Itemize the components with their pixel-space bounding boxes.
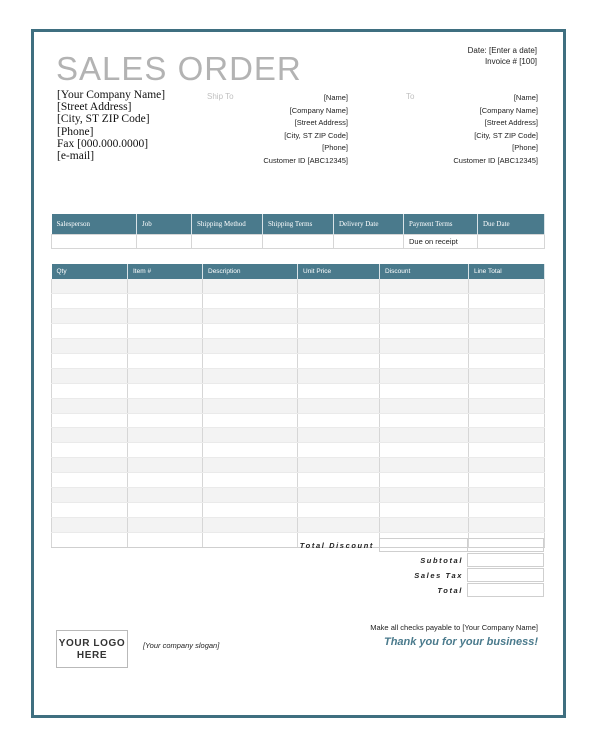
col-shipping-terms: Shipping Terms [263, 214, 334, 234]
table-row [52, 413, 545, 428]
table-cell[interactable] [298, 368, 380, 383]
table-cell[interactable] [128, 324, 203, 339]
col-qty: Qty [52, 264, 128, 279]
date-field[interactable]: Date: [Enter a date] [467, 46, 537, 55]
table-cell[interactable] [298, 487, 380, 502]
line-items-body [52, 279, 545, 547]
table-cell[interactable] [469, 309, 545, 324]
table-row [52, 339, 545, 354]
table-cell[interactable] [203, 309, 298, 324]
table-cell[interactable] [128, 458, 203, 473]
table-cell[interactable] [298, 413, 380, 428]
company-city: [City, ST ZIP Code] [57, 113, 150, 126]
table-cell[interactable] [298, 383, 380, 398]
table-cell[interactable] [52, 413, 128, 428]
ship-to-street[interactable]: [Street Address] [294, 118, 348, 128]
ship-to-phone[interactable]: [Phone] [322, 143, 348, 153]
table-cell[interactable] [128, 532, 203, 547]
col-line-total: Line Total [469, 264, 545, 279]
col-item-number: Item # [128, 264, 203, 279]
table-cell[interactable] [298, 443, 380, 458]
to-phone[interactable]: [Phone] [512, 143, 538, 153]
order-info-header-row [52, 214, 545, 234]
table-cell[interactable] [52, 368, 128, 383]
table-row [52, 294, 545, 309]
table-row [52, 517, 545, 532]
table-cell[interactable] [203, 473, 298, 488]
company-slogan[interactable]: [Your company slogan] [143, 641, 220, 650]
cell-delivery-date[interactable] [334, 234, 404, 248]
table-cell[interactable] [469, 443, 545, 458]
table-cell[interactable] [52, 502, 128, 517]
cell-job[interactable] [137, 234, 192, 248]
table-cell[interactable] [52, 532, 128, 547]
table-cell[interactable] [298, 428, 380, 443]
table-cell[interactable] [298, 398, 380, 413]
table-cell[interactable] [380, 339, 469, 354]
table-cell[interactable] [203, 398, 298, 413]
invoice-number[interactable]: Invoice # [100] [484, 57, 537, 66]
table-cell[interactable] [469, 383, 545, 398]
table-cell[interactable] [128, 279, 203, 294]
sales-tax-field[interactable] [467, 568, 544, 582]
table-cell[interactable] [469, 279, 545, 294]
table-cell[interactable] [52, 487, 128, 502]
company-phone: [Phone] [57, 125, 94, 138]
table-cell[interactable] [380, 279, 469, 294]
cell-payment-terms[interactable]: Due on receipt [404, 234, 478, 248]
company-name: [Your Company Name] [57, 89, 166, 101]
sales-tax-label: Sales Tax [414, 571, 463, 580]
table-cell[interactable] [380, 413, 469, 428]
table-row [52, 368, 545, 383]
subtotal-field[interactable] [467, 553, 544, 567]
table-cell[interactable] [128, 339, 203, 354]
page-title: SALES ORDER [56, 50, 302, 87]
table-cell[interactable] [469, 339, 545, 354]
table-row [52, 353, 545, 368]
total-label: Total [437, 586, 463, 595]
table-cell[interactable] [203, 458, 298, 473]
company-address-block [57, 89, 207, 162]
table-cell[interactable] [52, 339, 128, 354]
table-cell[interactable] [380, 353, 469, 368]
thank-you-message: Thank you for your business! [383, 636, 538, 648]
table-cell[interactable] [128, 309, 203, 324]
table-cell[interactable] [52, 294, 128, 309]
table-cell[interactable] [298, 339, 380, 354]
table-cell[interactable] [469, 294, 545, 309]
subtotal-label: Subtotal [420, 556, 463, 565]
table-row [52, 487, 545, 502]
table-cell[interactable] [52, 473, 128, 488]
cell-due-date[interactable] [478, 234, 545, 248]
company-street: [Street Address] [57, 101, 132, 114]
table-cell[interactable] [52, 428, 128, 443]
table-cell[interactable] [128, 428, 203, 443]
table-cell[interactable] [380, 294, 469, 309]
col-job: Job [137, 214, 192, 234]
table-row [52, 279, 545, 294]
col-due-date: Due Date [478, 214, 545, 234]
table-cell[interactable] [52, 458, 128, 473]
order-info-row [52, 234, 545, 248]
ship-to-name[interactable]: [Name] [323, 93, 348, 102]
table-cell[interactable] [128, 353, 203, 368]
table-cell[interactable] [128, 473, 203, 488]
table-cell[interactable] [380, 324, 469, 339]
table-cell[interactable] [203, 428, 298, 443]
total-discount-field[interactable] [379, 538, 468, 552]
company-fax: Fax [000.000.0000] [57, 137, 149, 150]
table-cell[interactable] [128, 487, 203, 502]
to-street[interactable]: [Street Address] [484, 118, 538, 128]
table-cell[interactable] [380, 502, 469, 517]
to-address [453, 92, 538, 168]
ship-to-label: Ship To [207, 92, 234, 101]
table-cell[interactable] [203, 502, 298, 517]
ship-to-company[interactable]: [Company Name] [289, 105, 348, 115]
table-cell[interactable] [52, 443, 128, 458]
table-cell[interactable] [52, 517, 128, 532]
table-cell[interactable] [128, 383, 203, 398]
table-cell[interactable] [203, 294, 298, 309]
to-customer-id[interactable]: Customer ID [ABC12345] [453, 155, 538, 165]
line-items-table [51, 264, 545, 548]
to-city[interactable]: [City, ST ZIP Code] [474, 130, 538, 140]
table-cell[interactable] [128, 368, 203, 383]
table-cell[interactable] [469, 473, 545, 488]
table-row [52, 458, 545, 473]
table-cell[interactable] [298, 502, 380, 517]
ship-to-city[interactable]: [City, ST ZIP Code] [284, 130, 348, 140]
ship-to-address [263, 92, 348, 168]
table-row [52, 473, 545, 488]
table-cell[interactable] [469, 353, 545, 368]
total-discount-spacer [467, 538, 544, 552]
table-row [52, 398, 545, 413]
table-cell[interactable] [469, 324, 545, 339]
table-cell[interactable] [128, 517, 203, 532]
table-row [52, 428, 545, 443]
to-name[interactable]: [Name] [513, 93, 538, 102]
table-row [52, 502, 545, 517]
table-cell[interactable] [298, 324, 380, 339]
table-cell[interactable] [380, 309, 469, 324]
table-cell[interactable] [203, 383, 298, 398]
table-cell[interactable] [469, 487, 545, 502]
table-cell[interactable] [469, 368, 545, 383]
col-salesperson: Salesperson [52, 214, 137, 234]
cell-salesperson[interactable] [52, 234, 137, 248]
table-cell[interactable] [469, 517, 545, 532]
line-items-header-row [52, 264, 545, 279]
table-cell[interactable] [203, 443, 298, 458]
table-cell[interactable] [128, 398, 203, 413]
table-cell[interactable] [52, 398, 128, 413]
table-cell[interactable] [203, 324, 298, 339]
table-cell[interactable] [380, 517, 469, 532]
table-cell[interactable] [203, 353, 298, 368]
to-company[interactable]: [Company Name] [479, 105, 538, 115]
order-info-table [51, 214, 545, 249]
logo-placeholder[interactable]: YOUR LOGO HERE [56, 630, 128, 668]
table-cell[interactable] [469, 428, 545, 443]
table-cell[interactable] [203, 368, 298, 383]
table-cell[interactable] [380, 458, 469, 473]
table-cell[interactable] [380, 487, 469, 502]
table-cell[interactable] [469, 502, 545, 517]
table-cell[interactable] [298, 517, 380, 532]
table-cell[interactable] [380, 368, 469, 383]
table-cell[interactable] [128, 443, 203, 458]
table-cell[interactable] [298, 353, 380, 368]
table-cell[interactable] [52, 383, 128, 398]
table-cell[interactable] [52, 353, 128, 368]
table-row [52, 309, 545, 324]
table-cell[interactable] [380, 443, 469, 458]
table-cell[interactable] [298, 473, 380, 488]
table-cell[interactable] [298, 279, 380, 294]
cell-shipping-terms[interactable] [263, 234, 334, 248]
col-unit-price: Unit Price [298, 264, 380, 279]
table-cell[interactable] [380, 473, 469, 488]
table-cell[interactable] [128, 413, 203, 428]
table-cell[interactable] [298, 294, 380, 309]
table-cell[interactable] [380, 398, 469, 413]
table-cell[interactable] [203, 279, 298, 294]
total-field[interactable] [467, 583, 544, 597]
date-invoice-block [468, 45, 537, 67]
col-discount: Discount [380, 264, 469, 279]
table-row [52, 443, 545, 458]
col-delivery-date: Delivery Date [334, 214, 404, 234]
table-cell[interactable] [203, 339, 298, 354]
table-cell[interactable] [380, 383, 469, 398]
table-cell[interactable] [469, 458, 545, 473]
payable-note: Make all checks payable to [Your Company Name] [370, 623, 538, 632]
table-cell[interactable] [203, 413, 298, 428]
table-cell[interactable] [52, 324, 128, 339]
col-shipping-method: Shipping Method [192, 214, 263, 234]
table-cell[interactable] [128, 502, 203, 517]
table-cell[interactable] [298, 309, 380, 324]
table-row [52, 324, 545, 339]
table-cell[interactable] [203, 517, 298, 532]
total-discount-label: Total Discount [299, 541, 374, 550]
table-cell[interactable] [128, 294, 203, 309]
to-label: To [406, 92, 415, 101]
table-cell[interactable] [298, 458, 380, 473]
table-cell[interactable] [469, 413, 545, 428]
table-cell[interactable] [52, 309, 128, 324]
table-cell[interactable] [469, 398, 545, 413]
company-email: [e-mail] [57, 150, 95, 163]
col-payment-terms: Payment Terms [404, 214, 478, 234]
col-description: Description [203, 264, 298, 279]
table-cell[interactable] [380, 428, 469, 443]
table-cell[interactable] [52, 279, 128, 294]
table-cell[interactable] [203, 487, 298, 502]
ship-to-customer-id[interactable]: Customer ID [ABC12345] [263, 155, 348, 165]
cell-shipping-method[interactable] [192, 234, 263, 248]
table-row [52, 383, 545, 398]
